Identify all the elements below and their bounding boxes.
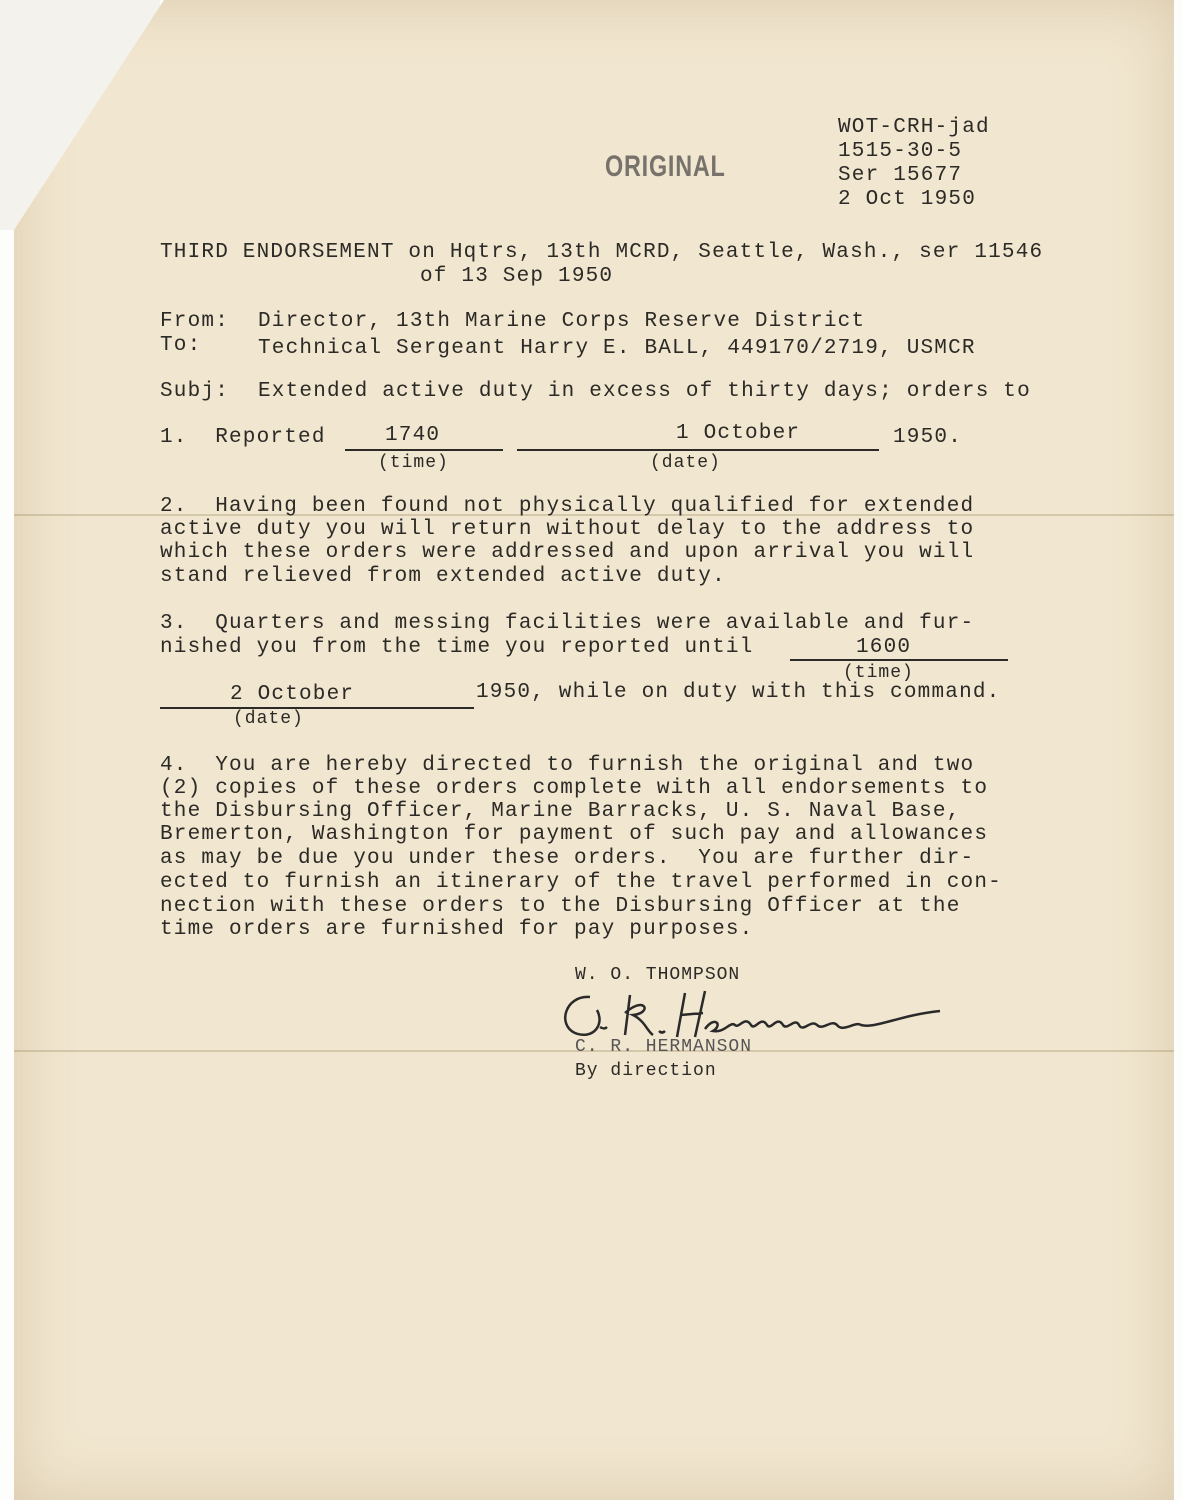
date-caption: (date) — [233, 709, 304, 729]
by-direction: By direction — [575, 1061, 717, 1081]
para2-line: 2. Having been found not physically qualified for extended — [160, 495, 975, 518]
signatory-name: W. O. THOMPSON — [575, 965, 741, 985]
document-page — [14, 0, 1174, 1500]
reference-file-number: 1515-30-5 — [838, 140, 963, 163]
para4-line: ected to furnish an itinerary of the travel performed in con- — [160, 871, 1002, 894]
date-caption: (date) — [650, 453, 721, 473]
to-value: Technical Sergeant Harry E. BALL, 449170/2719, USMCR — [258, 337, 976, 360]
para4-line: Bremerton, Washington for payment of such pay and allowances — [160, 823, 989, 846]
para4-line: as may be due you under these orders. You are further dir- — [160, 847, 975, 870]
quarters-date: 2 October — [230, 683, 355, 706]
para4-line: time orders are furnished for pay purposes. — [160, 918, 754, 941]
para4-line: (2) copies of these orders complete with all endorsements to — [160, 777, 989, 800]
para1-lead: 1. Reported — [160, 426, 326, 449]
para2-line: stand relieved from extended active duty. — [160, 565, 726, 588]
reported-date: 1 October — [676, 422, 801, 445]
para2-line: which these orders were addressed and upon arrival you will — [160, 541, 975, 564]
from-value: Director, 13th Marine Corps Reserve District — [258, 310, 866, 333]
reported-year: 1950. — [893, 426, 963, 449]
heading-line: THIRD ENDORSEMENT on Hqtrs, 13th MCRD, Seattle, Wash., ser 11546 — [160, 241, 1044, 264]
date-underline — [160, 707, 474, 709]
para4-line: the Disbursing Officer, Marine Barracks, U. S. Naval Base, — [160, 800, 961, 823]
to-label: To: — [160, 334, 202, 357]
para3-line: 3. Quarters and messing facilities were available and fur- — [160, 612, 975, 635]
time-caption: (time) — [843, 663, 914, 683]
para3-tail: 1950, while on duty with this command. — [476, 681, 1001, 704]
para2-line: active duty you will return without delay to the address to — [160, 518, 975, 541]
heading-line: of 13 Sep 1950 — [420, 265, 614, 288]
para4-line: 4. You are hereby directed to furnish the original and two — [160, 754, 975, 777]
time-caption: (time) — [378, 453, 449, 473]
from-label: From: — [160, 310, 230, 333]
handwritten-signature — [555, 985, 955, 1055]
signer-name: C. R. HERMANSON — [575, 1037, 753, 1057]
reference-serial: Ser 15677 — [838, 164, 963, 187]
para3-line: nished you from the time you reported until — [160, 636, 754, 659]
reported-time: 1740 — [385, 424, 441, 447]
quarters-time: 1600 — [856, 636, 912, 659]
original-stamp: ORIGINAL — [605, 150, 726, 183]
para4-line: nection with these orders to the Disbursing Officer at the — [160, 895, 961, 918]
reference-code: WOT-CRH-jad — [838, 116, 990, 139]
subject-value: Extended active duty in excess of thirty days; orders to — [258, 380, 1031, 403]
reference-date: 2 Oct 1950 — [838, 188, 977, 211]
subject-label: Subj: — [160, 380, 230, 403]
